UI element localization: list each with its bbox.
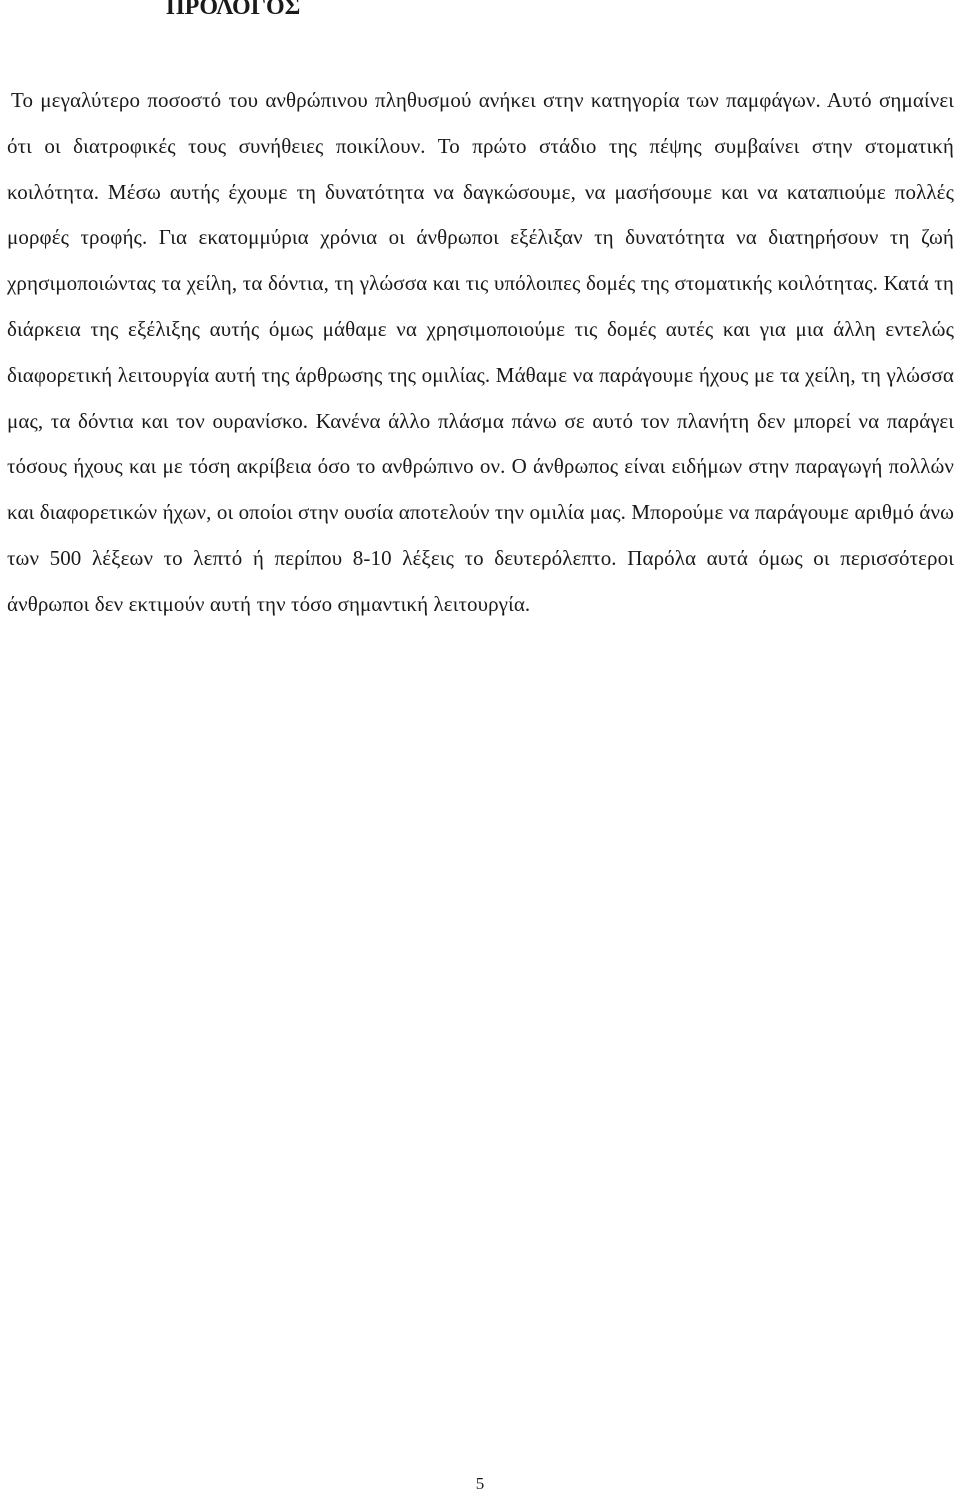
- page-heading: ΠΡΟΛΟΓΟΣ: [166, 0, 301, 20]
- page-number: 5: [475, 1474, 485, 1493]
- body-paragraph: Το μεγαλύτερο ποσοστό του ανθρώπινου πληθυσμού ανήκει στην κατηγορία των παμφάγων. Αυτό σημαίνει ότι οι διατροφικές τους συνήθειες ποικίλουν. Το πρώτο στάδιο της πέψης συμβαίνει στην στοματική κοιλότητα. Μέσω αυτής έχουμε τη δυνατότητα να δαγκώσουμε, να μασήσουμε και να καταπιούμε πολλές μορφές τροφής. Για εκατομμύρια χρόνια οι άνθρωποι εξέλιξαν τη δυνατότητα να διατηρήσουν τη ζωή χρησιμοποιώντας τα χείλη, τα δόντια, τη γλώσσα και τις υπόλοιπες δομές της στοματικής κοιλότητας. Κατά τη διάρκεια της εξέλιξης αυτής όμως μάθαμε να χρησιμοποιούμε τις δομές αυτές και για μια άλλη εντελώς διαφορετική λειτουργία αυτή της άρθρωσης της ομιλίας. Μάθαμε να παράγουμε ήχους με τα χείλη, τη γλώσσα μας, τα δόντια και τον ουρανίσκο. Κανένα άλλο πλάσμα πάνω σε αυτό τον πλανήτη δεν μπορεί να παράγει τόσους ήχους και με τόση ακρίβεια όσο το ανθρώπινο ον. Ο άνθρωπος είναι ειδήμων στην παραγωγή πολλών και διαφορετικών ήχων, οι οποίοι στην ουσία αποτελούν την ομιλία μας. Μπορούμε να παράγουμε αριθμό άνω των 500 λέξεων το λεπτό ή περίπου 8-10 λέξεις το δευτερόλεπτο. Παρόλα αυτά όμως οι περισσότεροι άνθρωποι δεν εκτιμούν αυτή την τόσο σημαντική λειτουργία.: [7, 88, 954, 616]
